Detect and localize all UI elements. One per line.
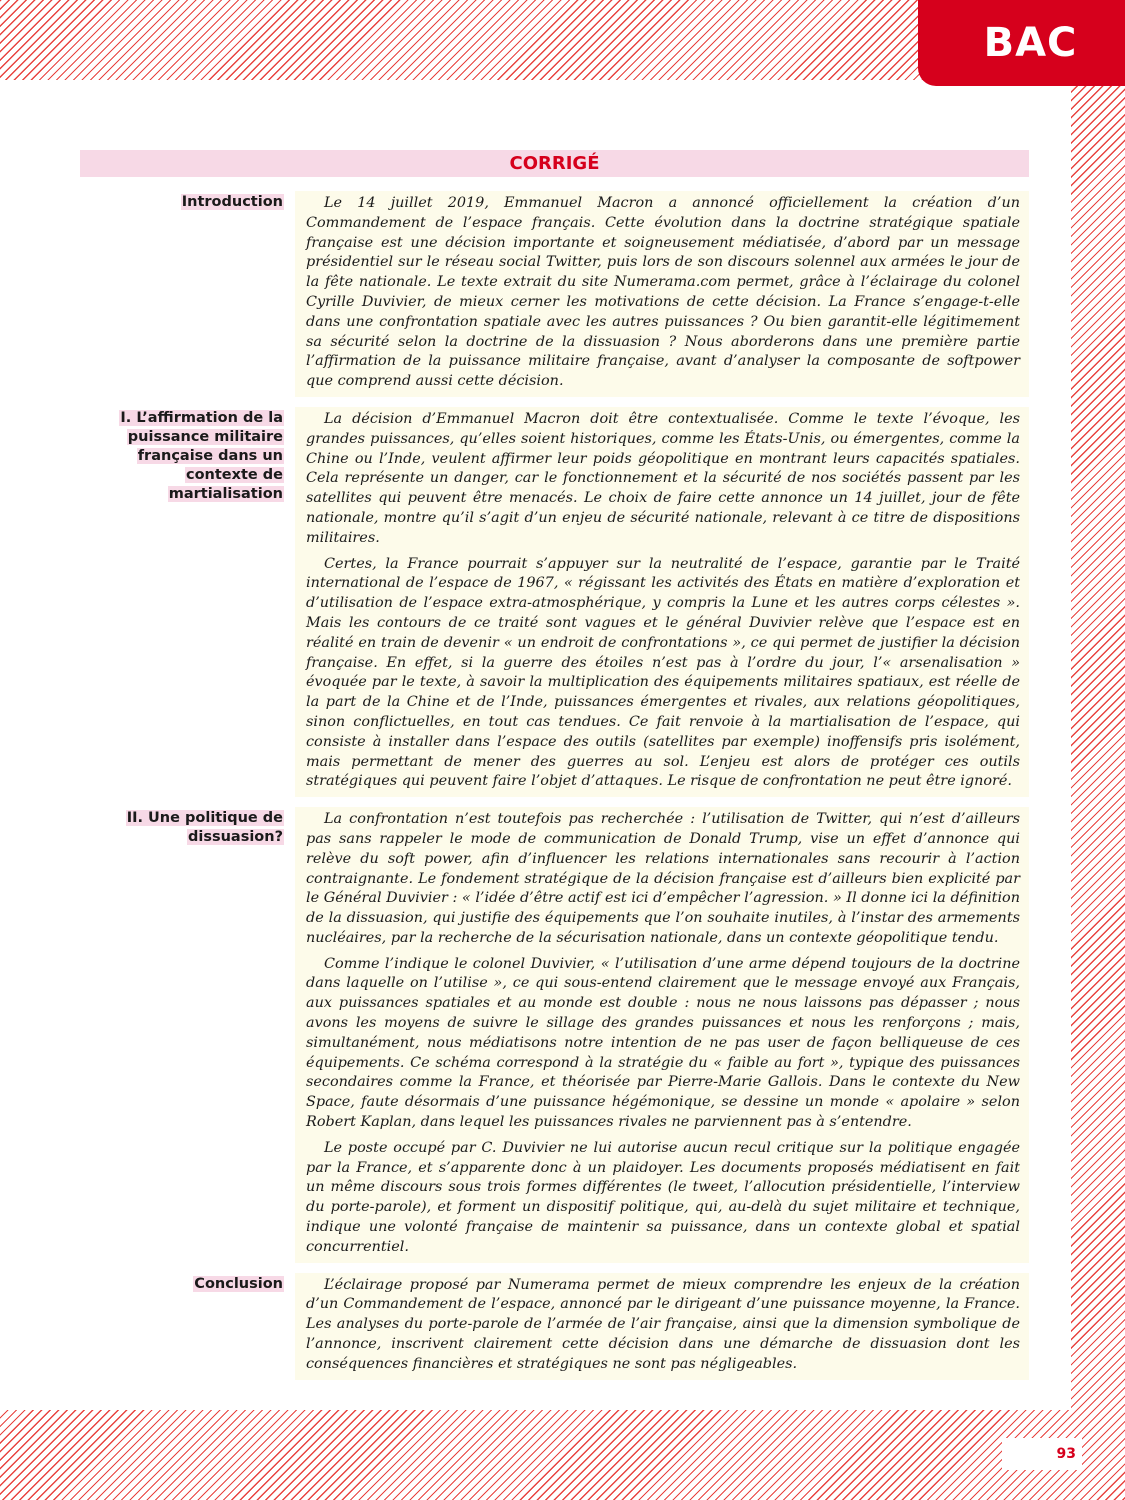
section-text xyxy=(295,191,1029,397)
section-label: I. L’affirmation de la puissance militaire française dans un contexte de martialisation xyxy=(120,409,283,502)
paragraph: La confrontation n’est toutefois pas recherchée : l’utilisation de Twitter, qui n’est d’ailleurs pas sans rappeler le mode de communication de Donald Trump, vise un effet d’annonce qui relève du soft power, afin d’influencer les relations internationales sans recourir à l’action contraignante. Le fondement stratégique de la décision française est d’ailleurs bien explicité par le Général Duvivier : « l’idée d’être actif est ici d’empêcher l’agression. » Il donne ici la définition de la dissuasion, qui justifie des équipements que l’on souhaite inutiles, à l’instar des armements nucléaires, par la recherche de la sécurisation nationale, dans un contexte géopolitique tendu. xyxy=(306,811,1020,946)
paragraph: Le poste occupé par C. Duvivier ne lui autorise aucun recul critique sur la politique engagée par la France, et s’apparente donc à un plaidoyer. Les documents proposés médiatisent en fait un même discours sous trois formes différentes (le tweet, l’allocution présidentielle, l’interview du porte-parole), et forment un dispositif politique, qui, au-delà du sujet militaire et technique, indique une volonté française de maintenir sa puissance, dans un contexte global et spatial concurrentiel. xyxy=(306,1139,1020,1255)
section-text xyxy=(295,407,1029,797)
corrige-content xyxy=(80,191,1029,1390)
section-conclusion xyxy=(80,1273,1029,1380)
paragraph: Comme l’indique le colonel Duvivier, « l’utilisation d’une arme dépend toujours de la doctrine dans laquelle on l’utilise », ce qui sous-entend clairement que le message envoyé aux Français, aux puissances spatiales et au monde est double : nous ne nous laissons pas dépasser ; nous avons les moyens de suivre le sillage des grandes puissances et nous les renforçons ; mais, simultanément, nous médiatisons notre intention de ne pas user de façon belliqueuse de ces équipements. Ce schéma correspond à la stratégie du « faible au fort », typique des puissances secondaires comme la France, et théorisée par Pierre-Marie Gallois. Dans le contexte du New Space, faute désormais d’une puissance hégémonique, se dessine un monde « apolaire » selon Robert Kaplan, dans lequel les puissances rivales ne parviennent pas à s’entendre. xyxy=(306,955,1020,1131)
paragraph: L’éclairage proposé par Numerama permet de mieux comprendre les enjeux de la création d’un Commandement de l’espace, annoncé par le dirigeant d’une puissance moyenne, la France. Les analyses du porte-parole de l’armée de l’air française, ainsi que la dimension symbolique de l’annonce, inscrivent clairement cette décision dans une démarche de dissuasion dont les conséquences financières et stratégiques ne sont pas négligeables. xyxy=(306,1276,1020,1372)
section-part-one xyxy=(80,407,1029,797)
section-label: II. Une politique de dissuasion? xyxy=(126,810,283,846)
paragraph: Certes, la France pourrait s’appuyer sur la neutralité de l’espace, garantie par le Traité international de l’espace de 1967, « régissant les activités des États en matière d’exploration et d’utilisation de l’espace extra-atmosphérique, y compris la Lune et les autres corps célestes ». Mais les contours de ce traité sont vagues et le général Duvivier relève que l’espace est en réalité en train de devenir « un endroit de confrontations », ce qui permet de justifier la décision française. En effet, si la guerre des étoiles n’est pas à l’ordre du jour, l’« arsenalisation » évoquée par le texte, à savoir la multiplication des équipements militaires spatiaux, est réelle de la part de la Chine et de l’Inde, puissances émergentes et rivales, aux relations géopolitiques, sinon conflictuelles, en tout cas tendues. Ce fait renvoie à la martialisation de l’espace, qui consiste à installer dans l’espace des outils (satellites par exemple) inoffensifs pris isolément, mais permettant de mener des guerres au sol. L’enjeu est alors de protéger ces outils stratégiques qui peuvent faire l’objet d’attaques. Le risque de confrontation ne peut être ignoré. xyxy=(306,555,1020,790)
section-introduction xyxy=(80,191,1029,397)
section-text xyxy=(295,807,1029,1263)
section-title: CORRIGÉ xyxy=(80,150,1029,177)
section-label: Conclusion xyxy=(194,1275,283,1292)
paragraph: La décision d’Emmanuel Macron doit être contextualisée. Comme le texte l’évoque, les grandes puissances, qu’elles soient historiques, comme les États-Unis, ou émergentes, comme la Chine ou l’Inde, veulent affirmer leur poids géopolitique en montrant leurs capacités spatiales. Cela représente un danger, car le fonctionnement et la sécurité de nos sociétés passent par les satellites qui peuvent être menacés. Le choix de faire cette annonce un 14 juillet, jour de fête nationale, montre qu’il s’agit d’un enjeu de sécurité nationale, relevant à ce titre de dispositions militaires. xyxy=(306,410,1020,546)
section-text xyxy=(295,1273,1029,1380)
paragraph: Le 14 juillet 2019, Emmanuel Macron a annoncé officiellement la création d’un Commandement de l’espace français. Cette évolution dans la doctrine stratégique spatiale française est une décision importante et soigneusement médiatisée, d’abord par un message présidentiel sur le réseau social Twitter, puis lors de son discours solennel aux armées le jour de la fête nationale. Le texte extrait du site Numerama.com permet, grâce à l’éclairage du colonel Cyrille Duvivier, de mieux cerner les motivations de cette décision. La France s’engage-t-elle dans une confrontation spatiale avec les autres puissances ? Ou bien garantit-elle légitimement sa sécurité selon la doctrine de la dissuasion ? Nous aborderons dans une première partie l’affirmation de la puissance militaire française, avant d’analyser la composante de softpower que comprend aussi cette décision. xyxy=(306,195,1020,390)
section-label: Introduction xyxy=(181,194,283,210)
bac-badge: BAC xyxy=(918,0,1125,86)
section-part-two xyxy=(80,807,1029,1263)
page-number: 93 xyxy=(1002,1438,1082,1470)
